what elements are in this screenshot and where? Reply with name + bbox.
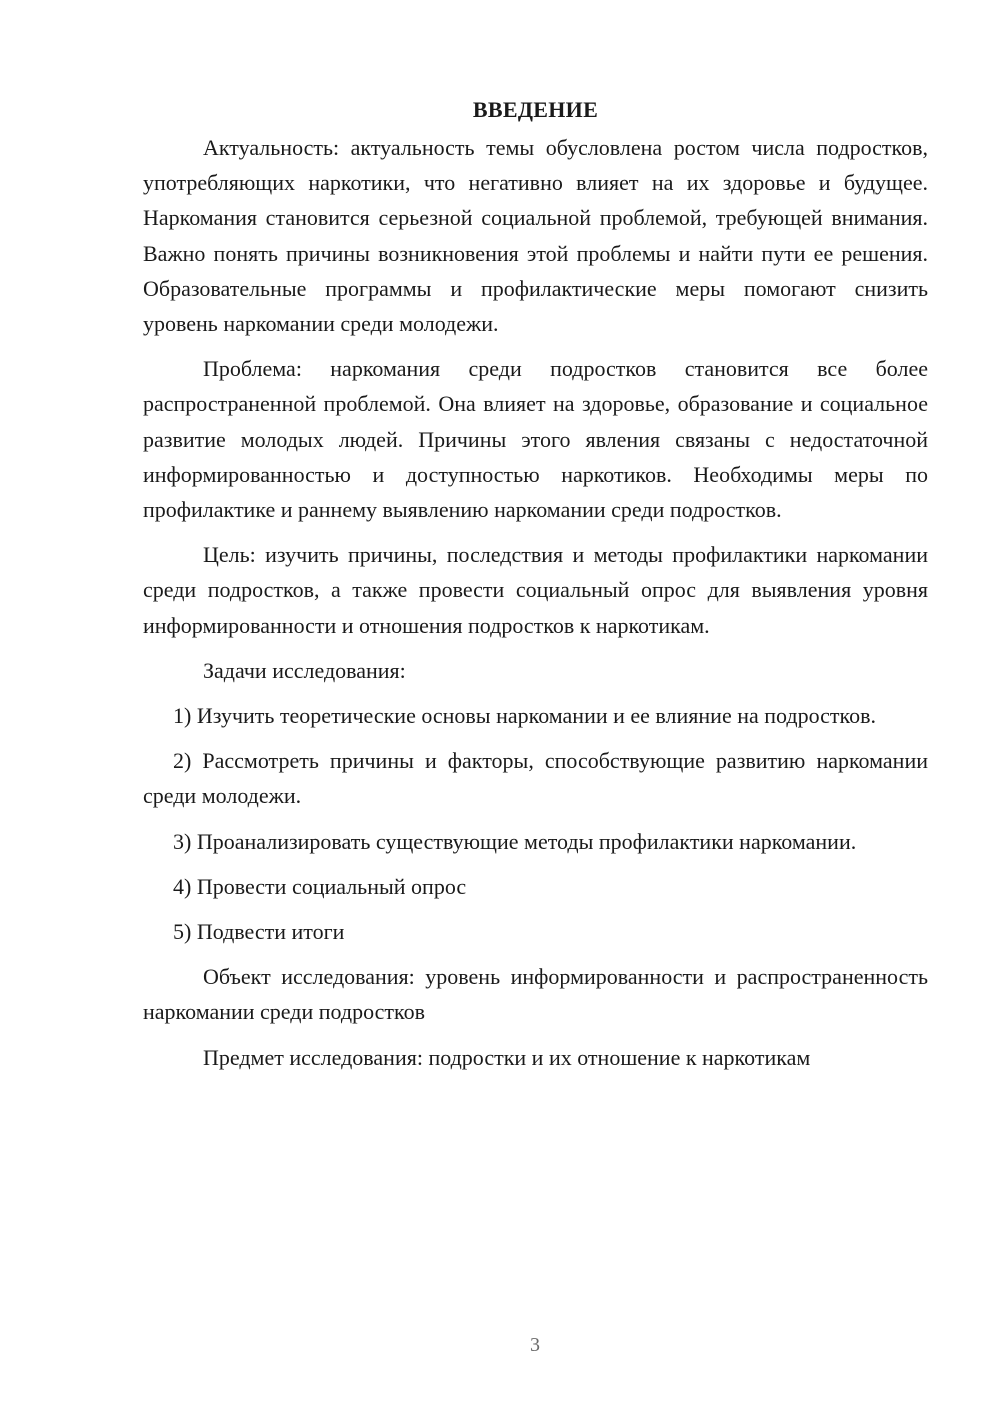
page-title: ВВЕДЕНИЕ	[472, 97, 599, 122]
tasks-heading: Задачи исследования:	[203, 657, 406, 683]
tasks-list	[143, 698, 928, 949]
task-item: 5) Подвести итоги	[173, 919, 345, 945]
document-page	[143, 96, 928, 1085]
paragraph-subject: Предмет исследования: подростки и их отношение к наркотикам	[203, 1044, 811, 1070]
paragraph-object: Объект исследования: уровень информированности и распространенность наркомании среди подростков	[143, 964, 928, 1025]
task-item: 1) Изучить теоретические основы наркомании и ее влияние на подростков.	[173, 703, 876, 729]
page-number: 3	[530, 1334, 540, 1356]
task-item: 2) Рассмотреть причины и факторы, способствующие развитию наркомании среди молодежи.	[143, 748, 928, 809]
task-item: 3) Проанализировать существующие методы профилактики наркомании.	[173, 828, 857, 854]
paragraph-problem: Проблема: наркомания среди подростков становится все более распространенной проблемой. Она влияет на здоровье, образование и социальное развитие молодых людей. Причины этого явления связаны с недостаточной информированностью и доступностью наркотиков. Необходимы меры по профилактике и раннему выявлению наркомании среди подростков.	[143, 356, 928, 523]
task-item: 4) Провести социальный опрос	[173, 873, 467, 899]
paragraph-goal: Цель: изучить причины, последствия и методы профилактики наркомании среди подростков, а также провести социальный опрос для выявления уровня информированности и отношения подростков к наркотикам.	[143, 542, 928, 638]
paragraph-relevance: Актуальность: актуальность темы обусловлена ростом числа подростков, употребляющих наркотики, что негативно влияет на их здоровье и будущее. Наркомания становится серьезной социальной проблемой, требующей внимания. Важно понять причины возникновения этой проблемы и найти пути ее решения. Образовательные программы и профилактические меры помогают снизить уровень наркомании среди молодежи.	[143, 135, 928, 337]
